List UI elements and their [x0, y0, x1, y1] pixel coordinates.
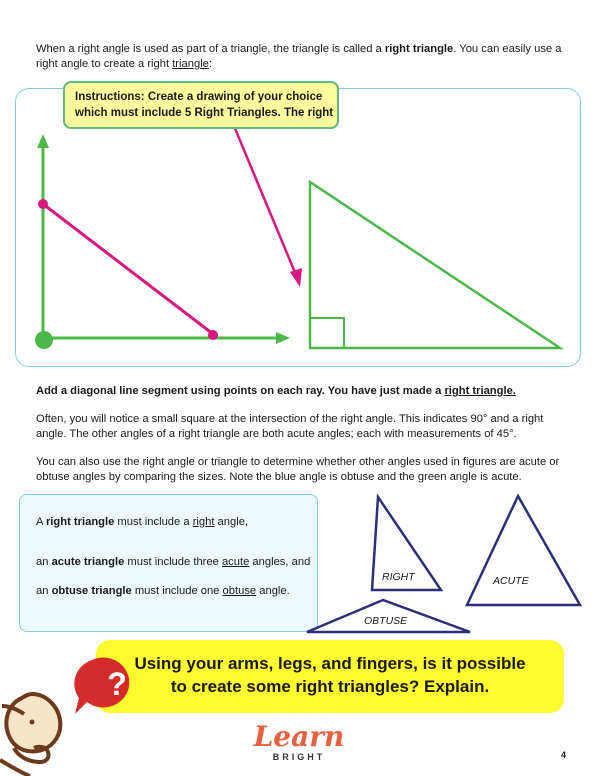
label-obtuse: OBTUSE [364, 615, 408, 627]
para-small-square: Often, you will notice a small square at the intersection of the right angle. This indicates 90° and a right angle. The other angles of a right triangle are both acute angles; each with measurements of 45°. [36, 413, 544, 440]
question-line-2: to create some right triangles? Explain. [170, 677, 490, 696]
definition-right: A right triangle must include a right angle, [36, 516, 249, 528]
para-compare-angles: You can also use the right angle or triangle to determine whether other angles used in figures are acute or obtuse angles by comparing the sizes. Note the blue angle is obtuse and the green angle is acute. [36, 456, 560, 483]
definition-obtuse: an obtuse triangle must include one obtuse angle. [36, 585, 290, 597]
intro-text: When a right angle is used as part of a triangle, the triangle is called a [36, 43, 385, 55]
thinker-arm-icon [0, 760, 30, 776]
label-acute: ACUTE [493, 575, 529, 587]
para-diagonal-link[interactable]: right triangle. [444, 385, 516, 397]
label-right: RIGHT [382, 571, 415, 583]
intro-bold-term: right triangle [384, 43, 454, 55]
instructions-line-2: which must include 5 Right Triangles. The right [75, 107, 334, 119]
para-diagonal-text: Add a diagonal line segment using points on each ray. You have just made a [36, 385, 445, 397]
intro-colon: : [208, 58, 213, 70]
logo-word: Learn [253, 720, 345, 753]
question-line-1: Using your arms, legs, and fingers, is it possible [134, 654, 526, 673]
definition-acute: an acute triangle must include three acute angles, and [36, 556, 311, 568]
question-mark-icon: ? [107, 666, 127, 702]
instructions-line-1: Instructions: Create a drawing of your choice [75, 91, 323, 103]
learn-bright-logo [244, 722, 354, 762]
page-number: 4 [561, 750, 567, 760]
intro-link-triangle[interactable]: triangle [172, 58, 209, 70]
logo-subtitle: BRIGHT [272, 752, 326, 762]
thinker-eye-icon [30, 720, 35, 725]
intro-text-2: . You can easily use a right angle to create a right [36, 43, 562, 70]
